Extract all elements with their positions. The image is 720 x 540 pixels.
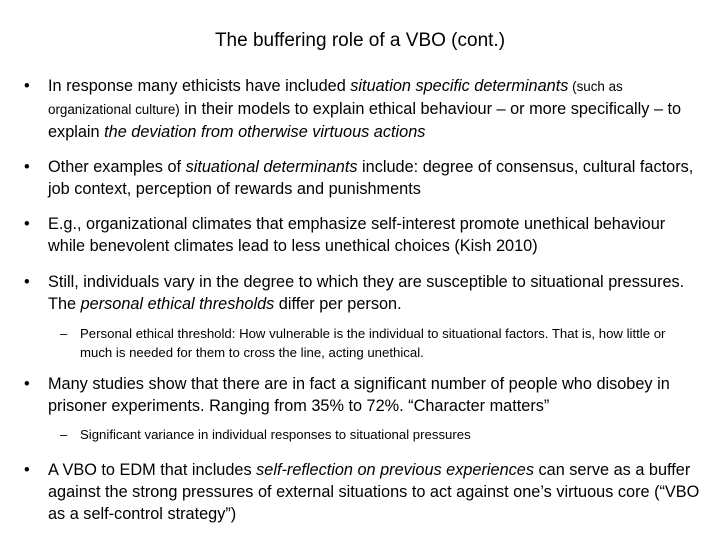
bullet-icon: • bbox=[24, 273, 30, 291]
bullet-text: In response many ethicists have included situation specific determinants (such as organizational culture) in their models to explain ethical behaviour – or more specifically – to explain the deviation from otherwise virtuous actions bbox=[48, 77, 682, 141]
dash-icon: – bbox=[60, 326, 68, 341]
bullet-text: A VBO to EDM that includes self-reflection on previous experiences can serve as a buffer against the strong pressures of external situations to act against one’s virtuous core (“VBO as a self-control strategy”) bbox=[48, 461, 700, 523]
bullet-icon: • bbox=[24, 77, 30, 95]
dash-icon: – bbox=[60, 427, 68, 442]
bullet-text: Still, individuals vary in the degree to which they are susceptible to situational pressures. The personal ethical thresholds differ per person. bbox=[48, 273, 685, 313]
subbullet-text: Personal ethical threshold: How vulnerable is the individual to situational factors. That is, how little or much is needed for them to cross the line, acting unethical. bbox=[80, 326, 666, 360]
bullet-text: Many studies show that there are in fact a significant number of people who disobey in prisoner experiments. Ranging from 35% to 72%. “Character matters” bbox=[48, 375, 670, 415]
bullet-icon: • bbox=[24, 158, 30, 176]
subbullet-text: Significant variance in individual responses to situational pressures bbox=[80, 427, 471, 442]
bullet-icon: • bbox=[24, 215, 30, 233]
slide-title: The buffering role of a VBO (cont.) bbox=[214, 30, 506, 51]
bullet-text: Other examples of situational determinants include: degree of consensus, cultural factors, job context, perception of rewards and punishments bbox=[48, 158, 694, 198]
bullet-icon: • bbox=[24, 375, 30, 393]
bullet-icon: • bbox=[24, 461, 30, 479]
bullet-text: E.g., organizational climates that emphasize self-interest promote unethical behaviour while benevolent climates lead to less unethical choices (Kish 2010) bbox=[48, 215, 666, 255]
